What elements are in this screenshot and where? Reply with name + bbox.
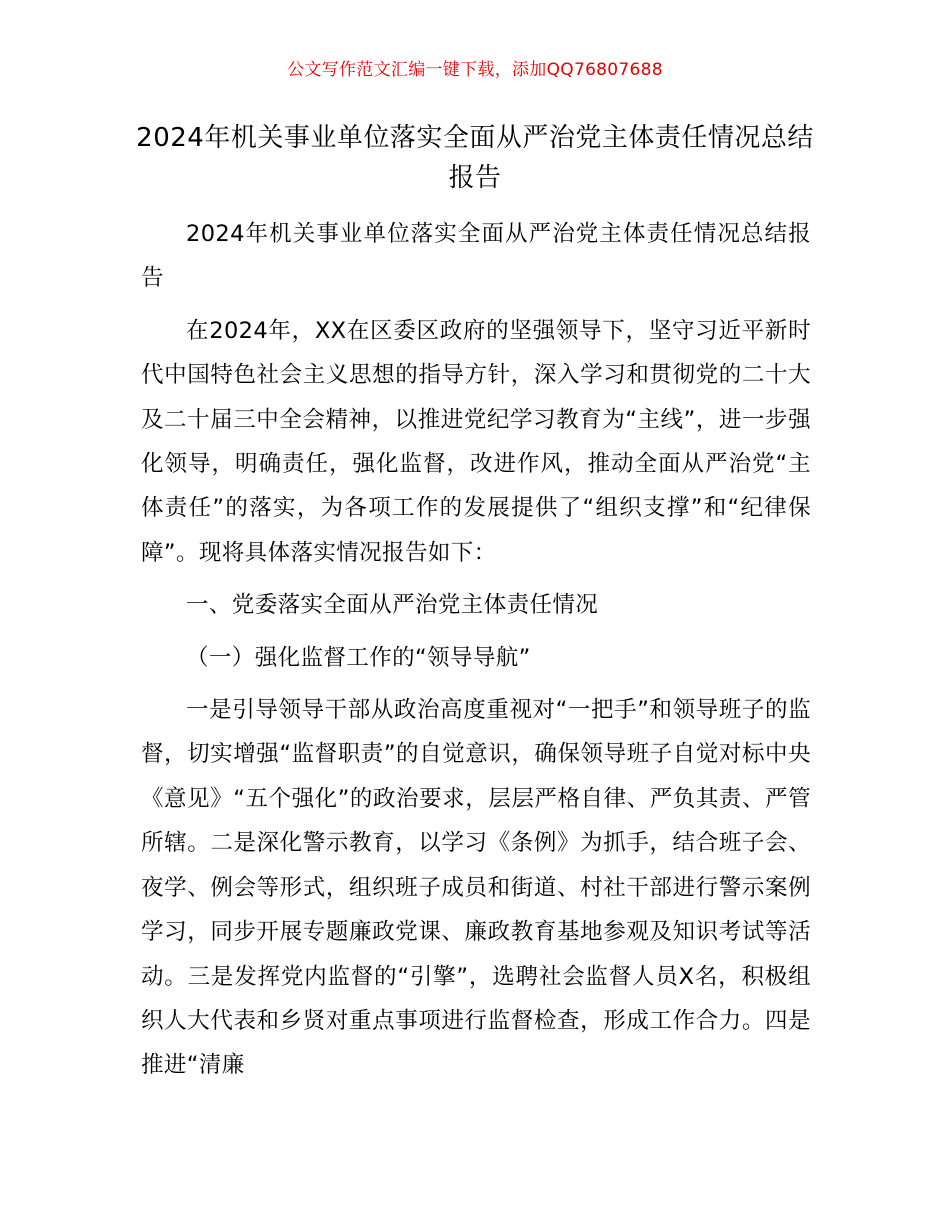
body-paragraph-1: 一是引导领导干部从政治高度重视对“一把手”和领导班子的监督，切实增强“监督职责”的自觉意识，确保领导班子自觉对标中央《意见》“五个强化”的政治要求，层层严格自律、严负其责、严管所辖。二是深化警示教育，以学习《条例》为抓手，结合班子会、夜学、例会等形式，组织班子成员和街道、村社干部进行警示案例学习，同步开展专题廉政党课、廉政教育基地参观及知识考试等活动。三是发挥党内监督的“引擎”，选聘社会监督人员X名，积极组织人大代表和乡贤对重点事项进行监督检查，形成工作合力。四是推进“清廉: [141, 697, 811, 1079]
document-body: [141, 212, 811, 1096]
subsection-heading-1: （一）强化监督工作的“领导导航”: [186, 644, 531, 671]
document-title: 2024年机关事业单位落实全面从严治党主体责任情况总结报告: [136, 123, 814, 193]
section-heading-1: 一、党委落实全面从严治党主体责任情况: [186, 592, 599, 619]
intro-paragraph: 在2024年，XX在区委区政府的坚强领导下，坚守习近平新时代中国特色社会主义思想的指导方针，深入学习和贯彻党的二十大及二十届三中全会精神，以推进党纪学习教育为“主线”，进一步强化领导，明确责任，强化监督，改进作风，推动全面从严治党“主体责任”的落实，为各项工作的发展提供了“组织支撑”和“纪律保障”。现将具体落实情况报告如下：: [141, 317, 811, 566]
promo-header[interactable]: 公文写作范文汇编一键下载，添加QQ76807688: [287, 60, 663, 80]
intro-title-paragraph: 2024年机关事业单位落实全面从严治党主体责任情况总结报告: [141, 221, 811, 292]
